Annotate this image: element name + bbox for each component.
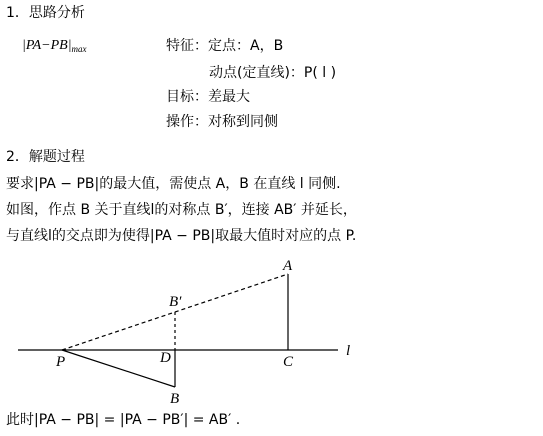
solution-line-2: 如图，作点 B 关于直线l的对称点 B′，连接 AB′ 并延长， xyxy=(6,202,357,218)
expression-subscript: max xyxy=(71,44,87,54)
operation-value: 对称到同侧 xyxy=(208,114,278,130)
label-a: A xyxy=(283,258,293,274)
label-d: D xyxy=(160,350,171,366)
moving-point-row: 动点(定直线)：P( l ) xyxy=(209,65,337,81)
operation-label: 操作： xyxy=(166,114,208,130)
label-b: B xyxy=(170,391,180,407)
solution-line-3: 与直线l的交点即为使得|PA − PB|取最大值时对应的点 P. xyxy=(6,228,357,244)
segment-pb xyxy=(62,350,175,387)
label-l: l xyxy=(346,343,351,359)
section1-heading: 1．思路分析 xyxy=(6,5,85,21)
goal-value: 差最大 xyxy=(208,89,250,105)
solution-line-1: 要求|PA − PB|的最大值，需使点 A，B 在直线 l 同侧. xyxy=(6,176,341,192)
features-label: 特征： xyxy=(166,38,208,54)
expression-main: |PA−PB| xyxy=(22,38,72,53)
label-bprime: B′ xyxy=(169,294,182,310)
features-value: 定点：A，B xyxy=(208,38,284,54)
goal-label: 目标： xyxy=(166,89,208,105)
label-p: P xyxy=(56,354,66,370)
conclusion-line: 此时|PA − PB| = |PA − PB′| = AB′ . xyxy=(6,412,241,428)
section2-heading: 2．解题过程 xyxy=(6,149,85,165)
label-c: C xyxy=(283,354,294,370)
